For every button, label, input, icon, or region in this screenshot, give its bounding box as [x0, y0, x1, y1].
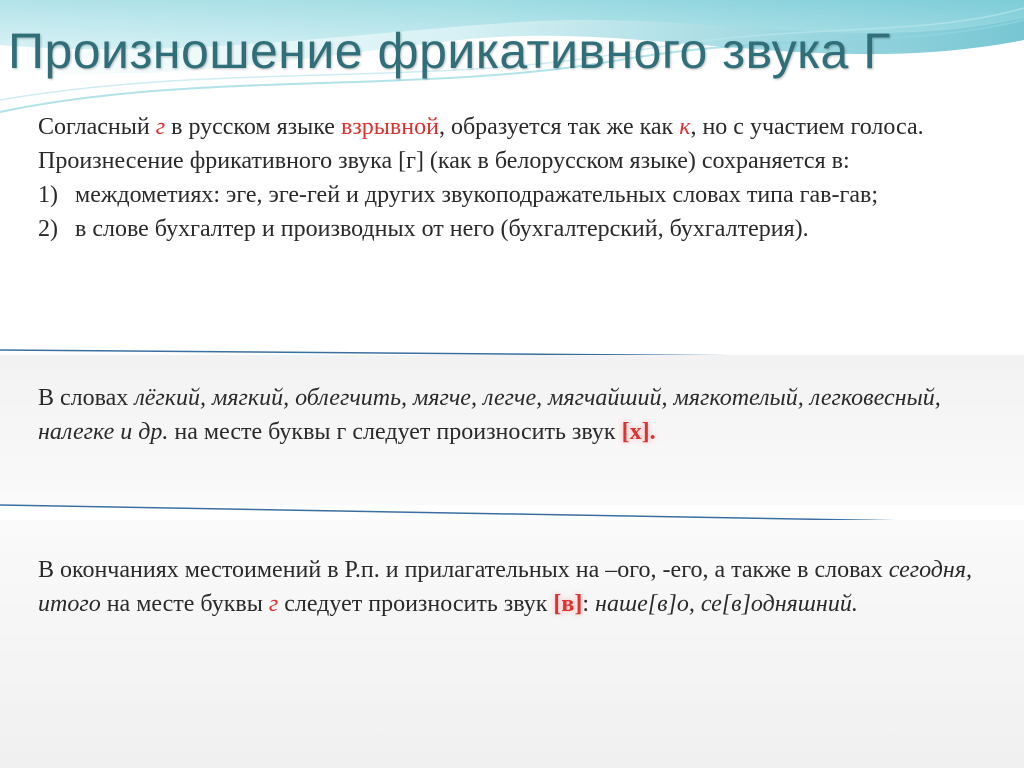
sound-v: [в]	[553, 591, 583, 617]
section-v-sound	[38, 553, 998, 621]
s2-text-2: на месте буквы г следует произносить звук	[174, 419, 616, 445]
intro-paragraph	[38, 110, 998, 178]
page-title: Произношение фрикативного звука Г	[8, 23, 891, 79]
s3-text-2: на месте буквы	[106, 591, 263, 617]
sound-kh: [х].	[621, 419, 656, 445]
s3-examples: сегодня, итого	[38, 557, 972, 617]
intro-text-1: Согласный	[38, 114, 150, 140]
list-item	[38, 178, 998, 212]
s3-text-3: следует произносить звук	[284, 591, 548, 617]
list-item	[38, 212, 998, 246]
list-text: междометиях: эге, эге-гей и других звукоподражательных словах типа гав-гав;	[75, 182, 878, 208]
list-number: 1)	[38, 182, 58, 208]
intro-text-2: в русском языке	[171, 114, 335, 140]
s2-examples: лёгкий, мягкий, облегчить, мягче, легче, мягчайший, мягкотелый, легковесный, налегке и др.	[38, 385, 941, 445]
intro-text-3: , образуется так же как	[438, 114, 674, 140]
letter-g: г	[268, 591, 279, 617]
letter-k: к	[679, 114, 691, 140]
s2-text-1: В словах	[38, 385, 129, 411]
section-fricative-rules	[38, 110, 998, 246]
explosive-term: взрывной	[340, 114, 439, 140]
s3-text-1: В окончаниях местоимений в Р.п. и прилагательных на –ого, -его, а также в словах	[38, 557, 883, 583]
list-text: в слове бухгалтер и производных от него (бухгалтерский, бухгалтерия).	[75, 216, 809, 242]
list-number: 2)	[38, 216, 58, 242]
s3-examples-2: наше[в]о, се[в]одняшний.	[595, 591, 858, 617]
intro-text-4: , но с участием голоса. Произнесение фрикативного звука [г] (как в белорусском языке) сохраняется в:	[38, 114, 924, 174]
section-kh-sound	[38, 381, 998, 449]
s3-text-4: :	[582, 591, 590, 617]
letter-g: г	[155, 114, 166, 140]
